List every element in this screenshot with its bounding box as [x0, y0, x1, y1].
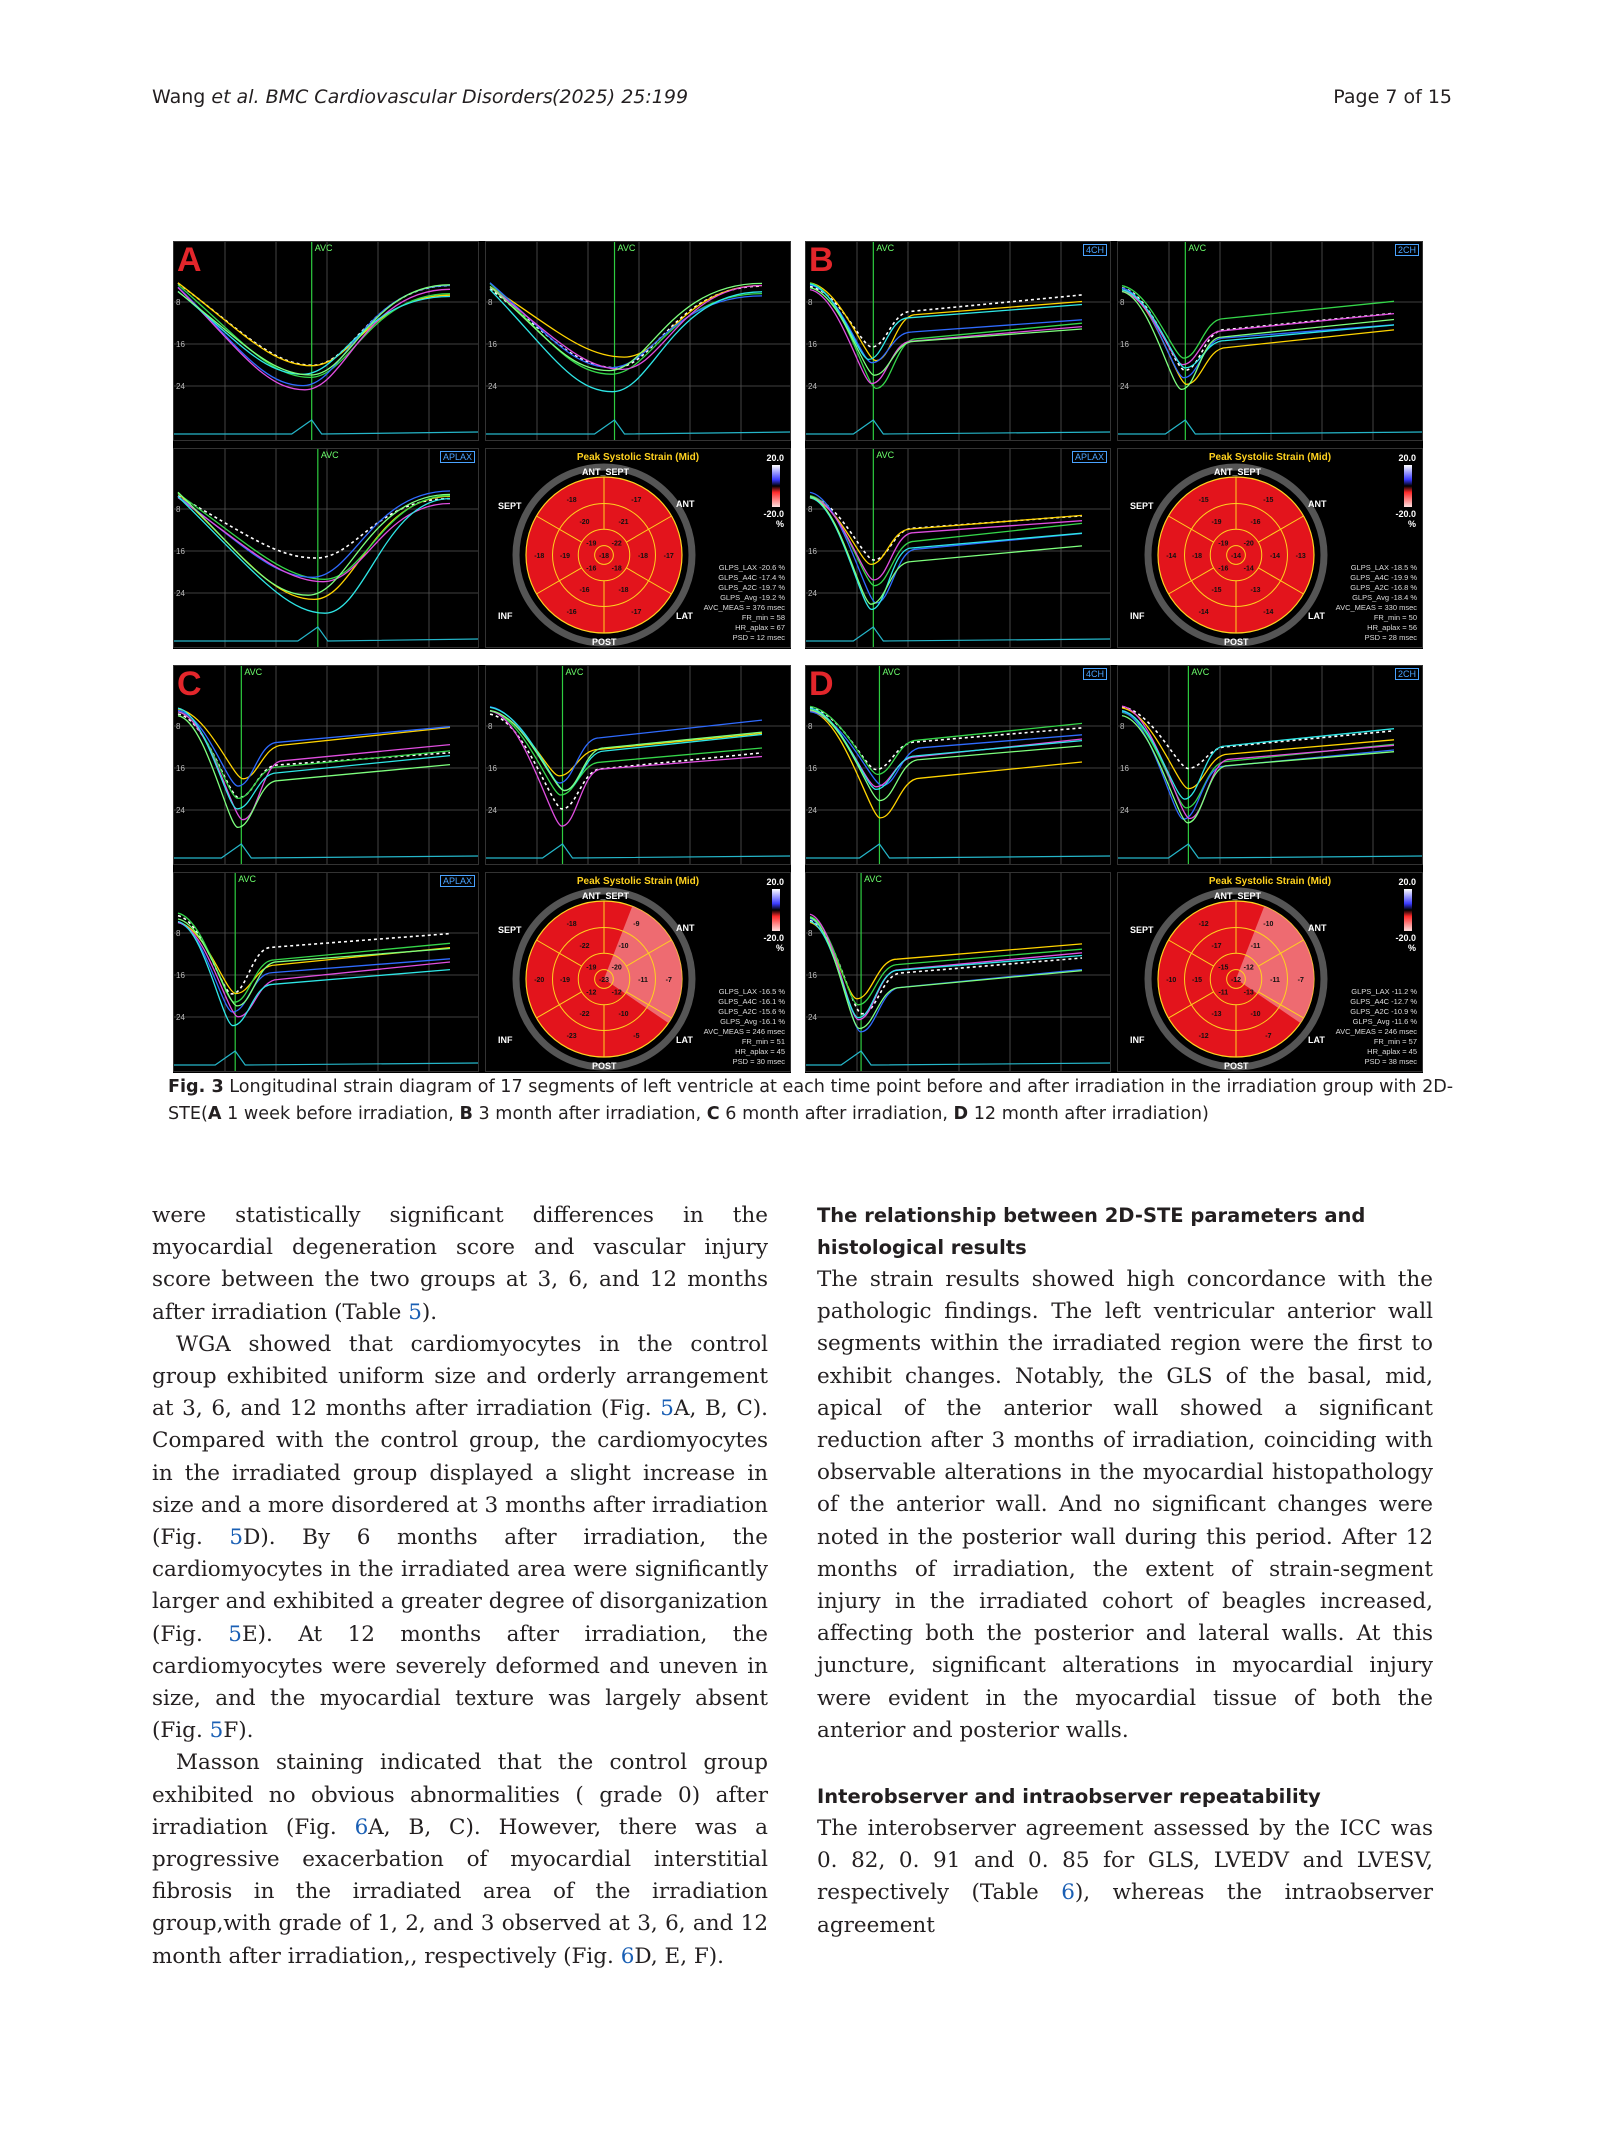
- stat-line: GLPS_LAX -16.5 %: [718, 987, 785, 996]
- bullseye-title: Peak Systolic Strain (Mid): [576, 876, 700, 887]
- stat-line: GLPS_A4C -17.4 %: [718, 573, 785, 582]
- stat-line: GLPS_Avg -18.4 %: [1352, 593, 1417, 602]
- scale-min-label: -20.0 %: [763, 933, 784, 953]
- ecg-trace: [486, 420, 791, 434]
- axis-tick-label: 24: [808, 589, 817, 598]
- figure-ref-link[interactable]: 5: [660, 1396, 674, 1422]
- view-tag: APLAX: [1072, 451, 1107, 463]
- stat-line: GLPS_A4C -12.7 %: [1350, 997, 1417, 1006]
- axis-tick-label: 8: [488, 298, 493, 307]
- wall-label-lat: LAT: [1308, 611, 1325, 621]
- segment-strain-value: -15: [1218, 964, 1229, 972]
- bullseye-cell: [1117, 448, 1423, 648]
- ecg-trace: [174, 844, 479, 858]
- axis-tick-label: 8: [808, 505, 813, 514]
- stat-line: GLPS_LAX -11.2 %: [1351, 987, 1417, 996]
- view-tag: APLAX: [440, 875, 475, 887]
- strain-curve-cell: [485, 665, 791, 865]
- ecg-trace: [174, 1051, 479, 1065]
- figure-3: [173, 241, 1433, 1073]
- segment-strain-value: -12: [586, 989, 597, 997]
- segment-strain-value: -17: [663, 553, 674, 560]
- stat-line: PSD = 38 msec: [1364, 1057, 1417, 1066]
- stat-line: HR_aplax = 45: [1367, 1047, 1417, 1056]
- segment-strain-value: -17: [631, 496, 642, 504]
- segment-strain-value: -17: [631, 609, 642, 617]
- axis-tick-label: 8: [176, 722, 181, 731]
- ecg-trace: [1118, 420, 1423, 434]
- segment-strain-value: -19: [1211, 519, 1222, 527]
- stat-line: AVC_MEAS = 330 msec: [1335, 603, 1417, 612]
- panel-label: B: [809, 241, 834, 279]
- panel-label: C: [177, 665, 202, 703]
- segment-strain-value: -19: [1218, 540, 1229, 548]
- caption-text: Longitudinal strain diagram of 17 segments of left ventricle at each time point before and after irradiation in the irradiation group with 2D-STE(: [168, 1077, 1454, 1124]
- segment-strain-value: -10: [1166, 977, 1177, 984]
- avc-label: AVC: [244, 667, 263, 677]
- bullseye-title: Peak Systolic Strain (Mid): [576, 452, 700, 463]
- axis-tick-label: 24: [1120, 806, 1129, 815]
- segment-strain-value: -18: [637, 553, 649, 560]
- segment-strain-value: -16: [566, 609, 577, 617]
- segment-strain-value: -12: [1198, 1033, 1209, 1041]
- axis-tick-label: 8: [1120, 298, 1125, 307]
- segment-strain-value: -11: [1270, 977, 1280, 984]
- paragraph: were statistically significant differences in the myocardial degeneration score and vascular injury score between the two groups at 3, 6, and 12 months after irradiation (Table 5).: [152, 1203, 768, 1325]
- stat-line: GLPS_Avg -11.6 %: [1352, 1017, 1417, 1026]
- strain-curve-plot: [174, 666, 479, 865]
- scale-max-label: 20.0: [766, 453, 784, 463]
- axis-tick-label: 8: [1120, 722, 1125, 731]
- segment-strain-value: -12: [1230, 977, 1242, 984]
- strain-curve: [1122, 716, 1394, 823]
- segment-strain-value: -20: [579, 519, 590, 527]
- ecg-trace: [486, 844, 791, 858]
- axis-tick-label: 16: [1120, 764, 1129, 773]
- wall-label-lat: LAT: [676, 611, 693, 621]
- segment-strain-value: -10: [1263, 920, 1274, 928]
- wall-label-ant: ANT: [1308, 499, 1327, 509]
- ecg-trace: [806, 420, 1111, 434]
- paragraph: WGA showed that cardiomyocytes in the control group exhibited uniform size and orderly arrangement at 3, 6, and 12 months after irradiation (Fig. 5A, B, C). Compared with the control group, the cardiomyocytes in the irradiated group displayed a slight increase in size and a more disordered at 3 months after irradiation (Fig. 5D). By 6 months after irradiation, the cardiomyocytes in the irradiated area were significantly larger and exhibited a greater degree of disorganization (Fig. 5E). At 12 months after irradiation, the cardiomyocytes were severely deformed and uneven in size, and the myocardial texture was largely absent (Fig. 5F).: [152, 1331, 768, 1744]
- strain-curve-cell: [485, 241, 791, 441]
- avc-label: AVC: [565, 667, 584, 677]
- strain-curve-plot: [1118, 666, 1423, 865]
- stat-line: GLPS_A2C -10.9 %: [1350, 1007, 1417, 1016]
- avc-label: AVC: [1188, 243, 1207, 253]
- stat-line: GLPS_LAX -18.5 %: [1350, 563, 1417, 572]
- ecg-trace: [174, 420, 479, 434]
- wall-label-inf: INF: [1130, 611, 1145, 621]
- right-column: [817, 1200, 1433, 1942]
- segment-strain-value: -9: [633, 920, 640, 928]
- figure-panel-b: [805, 241, 1423, 649]
- strain-stats: [1336, 987, 1417, 1067]
- axis-tick-label: 16: [808, 971, 817, 980]
- view-tag: 2CH: [1395, 244, 1419, 256]
- segment-strain-value: -18: [1191, 553, 1203, 560]
- strain-stats: [1336, 563, 1417, 643]
- figure-ref-link[interactable]: 5: [209, 1718, 224, 1744]
- segment-strain-value: -22: [579, 1010, 590, 1018]
- strain-stats: [704, 563, 785, 643]
- wall-label-post: POST: [592, 637, 617, 647]
- axis-tick-label: 16: [176, 764, 185, 773]
- figure-panel-c: [173, 665, 791, 1073]
- axis-tick-label: 24: [176, 806, 185, 815]
- stat-line: GLPS_Avg -16.1 %: [720, 1017, 785, 1026]
- scale-max-label: 20.0: [766, 877, 784, 887]
- avc-label: AVC: [864, 874, 882, 884]
- segment-strain-value: -16: [1218, 565, 1229, 573]
- wall-label-lat: LAT: [676, 1035, 693, 1045]
- table-ref-link[interactable]: 6: [1061, 1880, 1075, 1906]
- avc-label: AVC: [238, 874, 257, 884]
- strain-curve: [490, 711, 762, 826]
- strain-curve-plot: [806, 666, 1111, 865]
- caption-key-b: B: [459, 1104, 473, 1124]
- scale-min-label: -20.0 %: [1395, 933, 1416, 953]
- caption-d-text: 12 month after irradiation): [968, 1104, 1209, 1124]
- avc-label: AVC: [314, 243, 333, 253]
- wall-label-sept: SEPT: [498, 501, 522, 511]
- segment-strain-value: -7: [665, 977, 672, 984]
- strain-curve: [490, 286, 762, 358]
- segment-strain-value: -21: [618, 519, 629, 527]
- strain-curve-cell: [173, 448, 479, 648]
- figure-ref-link[interactable]: 6: [354, 1814, 369, 1840]
- segment-strain-value: -19: [559, 977, 571, 984]
- axis-tick-label: 24: [176, 382, 185, 391]
- strain-curve-cell: [173, 665, 479, 865]
- header-et-al: et al.: [211, 86, 260, 108]
- strain-curve-cell: [173, 872, 479, 1072]
- stat-line: PSD = 12 msec: [732, 633, 785, 642]
- caption-c-text: 6 month after irradiation,: [719, 1104, 954, 1124]
- segment-strain-value: -18: [534, 553, 545, 560]
- stat-line: HR_aplax = 56: [1367, 623, 1417, 632]
- view-tag: 4CH: [1083, 668, 1107, 680]
- scale-max-label: 20.0: [1398, 453, 1416, 463]
- wall-label-sept: SEPT: [1130, 501, 1154, 511]
- segment-strain-value: -12: [1198, 920, 1209, 928]
- bullseye-cell: [485, 872, 791, 1072]
- header-page-number: Page 7 of 15: [1333, 86, 1452, 108]
- wall-label-inf: INF: [498, 611, 513, 621]
- left-column: [152, 1200, 768, 1973]
- axis-tick-label: 24: [176, 1013, 185, 1022]
- bullseye-title: Peak Systolic Strain (Mid): [1208, 452, 1332, 463]
- strain-curve: [178, 497, 450, 614]
- segment-strain-value: -15: [1198, 496, 1209, 504]
- wall-label-sept: SEPT: [498, 925, 522, 935]
- stat-line: GLPS_A4C -16.1 %: [718, 997, 785, 1006]
- avc-label: AVC: [320, 450, 339, 460]
- table-ref-link[interactable]: 5: [408, 1299, 422, 1325]
- stat-line: FR_min = 50: [1373, 613, 1417, 622]
- segment-strain-value: -19: [586, 540, 597, 548]
- axis-tick-label: 8: [176, 298, 181, 307]
- wall-label-ant-sept: ANT_SEPT: [582, 467, 630, 477]
- axis-tick-label: 16: [176, 340, 185, 349]
- strain-curve-plot: [806, 873, 1111, 1072]
- segment-strain-value: -13: [1243, 989, 1254, 997]
- wall-label-sept: SEPT: [1130, 925, 1154, 935]
- segment-strain-value: -12: [1243, 964, 1254, 972]
- strain-curve-cell: [805, 448, 1111, 648]
- stat-line: AVC_MEAS = 376 msec: [703, 603, 785, 612]
- paragraph: The interobserver agreement assessed by the ICC was 0. 82, 0. 91 and 0. 85 for GLS, LVEDV and LVESV, respectively (Table 6), whereas the intraobserver agreement: [817, 1816, 1433, 1938]
- strain-curve-cell: [173, 241, 479, 441]
- stat-line: PSD = 28 msec: [1364, 633, 1417, 642]
- caption-a-text: 1 week before irradiation,: [221, 1104, 460, 1124]
- stat-line: FR_min = 58: [741, 613, 785, 622]
- segment-strain-value: -14: [1243, 565, 1254, 573]
- bullseye-cell: [1117, 872, 1423, 1072]
- panel-label: A: [177, 241, 202, 279]
- strain-curve: [178, 498, 450, 582]
- axis-tick-label: 24: [808, 806, 817, 815]
- wall-label-ant-sept: ANT_SEPT: [582, 891, 630, 901]
- wall-label-ant-sept: ANT_SEPT: [1214, 891, 1262, 901]
- header-authors: Wang: [152, 86, 206, 108]
- segment-strain-value: -5: [633, 1033, 640, 1041]
- ecg-trace: [1118, 844, 1423, 858]
- axis-tick-label: 16: [488, 340, 497, 349]
- strain-curve-cell: [1117, 665, 1423, 865]
- wall-label-ant: ANT: [676, 923, 695, 933]
- axis-tick-label: 16: [488, 764, 497, 773]
- running-header-citation: [152, 86, 553, 108]
- stat-line: PSD = 30 msec: [732, 1057, 785, 1066]
- header-journal: BMC Cardiovascular Disorders: [265, 86, 553, 108]
- axis-tick-label: 16: [808, 340, 817, 349]
- segment-strain-value: -10: [1250, 1010, 1261, 1018]
- strain-curve: [1122, 286, 1394, 358]
- segment-strain-value: -12: [611, 989, 622, 997]
- paragraph: The strain results showed high concordance with the pathologic findings. The left ventricular anterior wall segments within the irradiated region were the first to exhibit changes. Notably, the GLS of the basal, mid, apical of the anterior wall showed a significant reduction after 3 months of irradiation, coinciding with observable alterations in the myocardial histopathology of the anterior wall. And no significant changes were noted in the posterior wall during this period. After 12 months of irradiation, the extent of strain-segment injury in the irradiated cohort of beagles increased, affecting both the posterior and lateral walls. At this juncture, significant alterations in myocardial injury were evident in the myocardial tissue of both the anterior and posterior walls.: [817, 1267, 1433, 1743]
- stat-line: GLPS_A2C -19.7 %: [718, 583, 785, 592]
- strain-curve-cell: [805, 872, 1111, 1072]
- segment-strain-value: -18: [618, 586, 629, 594]
- axis-tick-label: 16: [176, 971, 185, 980]
- view-tag: APLAX: [440, 451, 475, 463]
- caption-key-c: C: [706, 1104, 720, 1124]
- ecg-trace: [806, 1051, 1111, 1065]
- strain-curve-cell: [805, 665, 1111, 865]
- axis-tick-label: 8: [808, 929, 813, 938]
- segment-strain-value: -13: [1295, 553, 1306, 560]
- segment-strain-value: -18: [566, 920, 577, 928]
- segment-strain-value: -7: [1265, 1033, 1272, 1041]
- axis-tick-label: 24: [1120, 382, 1129, 391]
- stat-line: AVC_MEAS = 246 msec: [1335, 1027, 1417, 1036]
- caption-b-text: 3 month after irradiation,: [472, 1104, 707, 1124]
- stat-line: HR_aplax = 45: [735, 1047, 785, 1056]
- view-tag: 2CH: [1395, 668, 1419, 680]
- strain-curve-plot: [806, 449, 1111, 648]
- panel-label: D: [809, 665, 834, 703]
- scale-max-label: 20.0: [1398, 877, 1416, 887]
- segment-strain-value: -18: [566, 496, 577, 504]
- figure-ref-link[interactable]: 6: [620, 1943, 635, 1969]
- segment-strain-value: -15: [1263, 496, 1274, 504]
- strain-curve-plot: [174, 873, 479, 1072]
- wall-label-ant: ANT: [676, 499, 695, 509]
- segment-strain-value: -18: [611, 565, 622, 573]
- segment-strain-value: -23: [598, 977, 610, 984]
- axis-tick-label: 24: [488, 806, 497, 815]
- wall-label-inf: INF: [498, 1035, 513, 1045]
- segment-strain-value: -18: [598, 553, 610, 560]
- wall-label-post: POST: [1224, 1061, 1249, 1071]
- section-heading: The relationship between 2D-STE parameters and histological results: [817, 1204, 1366, 1259]
- segment-strain-value: -22: [579, 943, 590, 951]
- segment-strain-value: -11: [1218, 989, 1229, 997]
- strain-curve: [810, 921, 1082, 1017]
- segment-strain-value: -16: [1250, 519, 1261, 527]
- strain-stats: [704, 987, 785, 1067]
- strain-curve: [178, 286, 450, 386]
- axis-tick-label: 24: [488, 382, 497, 391]
- segment-strain-value: -7: [1297, 977, 1304, 984]
- strain-curve: [810, 710, 1082, 801]
- ecg-trace: [806, 627, 1111, 641]
- stat-line: FR_min = 51: [741, 1037, 785, 1046]
- strain-curve: [810, 706, 1082, 774]
- wall-label-post: POST: [592, 1061, 617, 1071]
- segment-strain-value: -23: [566, 1033, 577, 1041]
- axis-tick-label: 16: [1120, 340, 1129, 349]
- avc-label: AVC: [882, 667, 901, 677]
- segment-strain-value: -22: [611, 540, 622, 548]
- segment-strain-value: -20: [611, 964, 622, 972]
- segment-strain-value: -14: [1166, 553, 1177, 560]
- axis-tick-label: 16: [176, 547, 185, 556]
- figure-ref-link[interactable]: 5: [228, 1621, 242, 1647]
- stat-line: FR_min = 57: [1373, 1037, 1417, 1046]
- strain-curve-plot: [806, 242, 1111, 441]
- scale-min-label: -20.0 %: [763, 509, 784, 529]
- strain-curve: [810, 712, 1082, 786]
- stat-line: HR_aplax = 67: [735, 623, 785, 632]
- axis-tick-label: 24: [808, 1013, 817, 1022]
- wall-label-post: POST: [1224, 637, 1249, 647]
- axis-tick-label: 24: [176, 589, 185, 598]
- strain-curve: [178, 291, 450, 374]
- wall-label-ant: ANT: [1308, 923, 1327, 933]
- segment-strain-value: -19: [586, 964, 597, 972]
- scale-min-label: -20.0 %: [1395, 509, 1416, 529]
- axis-tick-label: 8: [808, 298, 813, 307]
- wall-label-inf: INF: [1130, 1035, 1145, 1045]
- segment-strain-value: -10: [618, 943, 629, 951]
- axis-tick-label: 16: [808, 547, 817, 556]
- segment-strain-value: -15: [1191, 977, 1203, 984]
- figure-panel-d: [805, 665, 1423, 1073]
- avc-label: AVC: [617, 243, 636, 253]
- axis-tick-label: 8: [808, 722, 813, 731]
- strain-curve-plot: [174, 242, 479, 441]
- view-tag: 4CH: [1083, 244, 1107, 256]
- stat-line: AVC_MEAS = 246 msec: [703, 1027, 785, 1036]
- segment-strain-value: -13: [1211, 1010, 1222, 1018]
- strain-curve: [490, 286, 762, 367]
- avc-label: AVC: [876, 243, 895, 253]
- wall-label-ant-sept: ANT_SEPT: [1214, 467, 1262, 477]
- strain-curve-plot: [174, 449, 479, 648]
- paragraph: Masson staining indicated that the control group exhibited no obvious abnormalities ( grade 0) after irradiation (Fig. 6A, B, C). However, there was a progressive exacerbation of myocardial interstitial fibrosis in the irradiated area of the irradiation group,with grade of 1, 2, and 3 observed at 3, 6, and 12 month after irradiation,, respectively (Fig. 6D, E, F).: [152, 1750, 768, 1969]
- strain-curve-cell: [1117, 241, 1423, 441]
- axis-tick-label: 24: [808, 382, 817, 391]
- strain-curve: [1122, 707, 1394, 769]
- caption-label: Fig. 3: [168, 1077, 224, 1097]
- segment-strain-value: -13: [1250, 586, 1261, 594]
- strain-curve-plot: [486, 242, 791, 441]
- avc-label: AVC: [876, 450, 895, 460]
- wall-label-lat: LAT: [1308, 1035, 1325, 1045]
- segment-strain-value: -11: [1250, 943, 1261, 951]
- section-heading: Interobserver and intraobserver repeatability: [817, 1785, 1321, 1809]
- segment-strain-value: -10: [618, 1010, 629, 1018]
- caption-key-d: D: [953, 1104, 969, 1124]
- segment-strain-value: -16: [586, 565, 597, 573]
- strain-curve-plot: [486, 666, 791, 865]
- stat-line: GLPS_LAX -20.6 %: [718, 563, 785, 572]
- header-volume: (2025) 25:199: [552, 86, 689, 108]
- strain-curve: [490, 290, 762, 392]
- segment-strain-value: -20: [1243, 540, 1254, 548]
- segment-strain-value: -14: [1269, 553, 1281, 560]
- segment-strain-value: -19: [559, 553, 571, 560]
- ecg-trace: [174, 627, 479, 641]
- strain-curve: [490, 284, 762, 375]
- segment-strain-value: -14: [1230, 553, 1242, 560]
- segment-strain-value: -17: [1211, 943, 1222, 951]
- strain-curve: [490, 711, 762, 795]
- bullseye-title: Peak Systolic Strain (Mid): [1208, 876, 1332, 887]
- figure-caption: [168, 1074, 1458, 1128]
- axis-tick-label: 8: [488, 722, 493, 731]
- figure-panel-a: [173, 241, 791, 649]
- segment-strain-value: -11: [638, 977, 648, 984]
- strain-curve: [178, 494, 450, 580]
- stat-line: GLPS_A2C -16.8 %: [1350, 583, 1417, 592]
- segment-strain-value: -20: [534, 977, 545, 984]
- figure-ref-link[interactable]: 5: [229, 1525, 244, 1551]
- caption-key-a: A: [207, 1104, 222, 1124]
- axis-tick-label: 8: [176, 929, 181, 938]
- axis-tick-label: 8: [176, 505, 181, 514]
- bullseye-cell: [485, 448, 791, 648]
- axis-tick-label: 16: [808, 764, 817, 773]
- segment-strain-value: -14: [1198, 609, 1209, 617]
- avc-label: AVC: [1191, 667, 1210, 677]
- segment-strain-value: -14: [1263, 609, 1274, 617]
- strain-curve: [810, 921, 1082, 1014]
- segment-strain-value: -16: [579, 586, 590, 594]
- strain-curve-plot: [1118, 242, 1423, 441]
- stat-line: GLPS_A2C -15.6 %: [718, 1007, 785, 1016]
- segment-strain-value: -15: [1211, 586, 1222, 594]
- stat-line: GLPS_Avg -19.2 %: [720, 593, 785, 602]
- ecg-trace: [806, 844, 1111, 858]
- strain-curve-cell: [805, 241, 1111, 441]
- stat-line: GLPS_A4C -19.9 %: [1350, 573, 1417, 582]
